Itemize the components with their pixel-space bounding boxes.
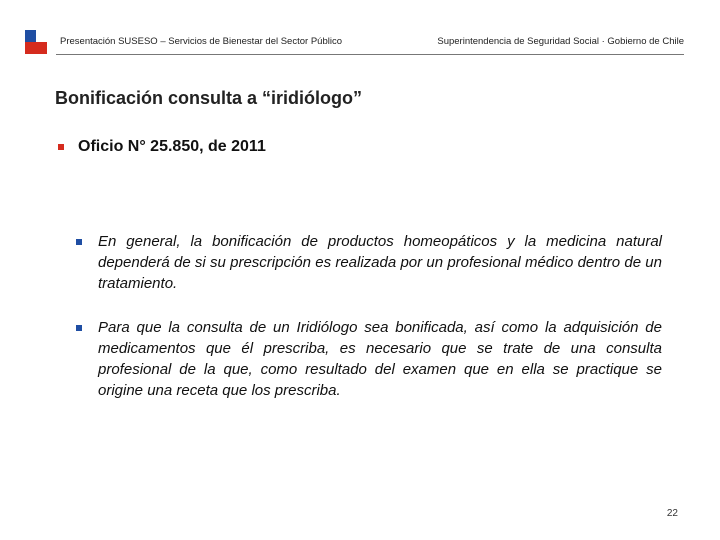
blue-square-bullet-icon [76,239,82,245]
flag-white-stripe [36,30,47,42]
paragraph-text: En general, la bonificación de productos homeopáticos y la medicina natural dependerá de si su prescripción es realizada por un profesional médico dentro de un tratamiento. [98,233,662,292]
slide-title: Bonificación consulta a “iridiólogo” [55,88,363,108]
paragraph-text: Para que la consulta de un Iridiólogo sea bonificada, así como la adquisición de medicamentos que él prescriba, es necesario que se trate de una consulta profesional de la que, como resultado del examen que en ella se practique se origine una receta que los prescriba. [98,319,662,399]
presentation-label: Presentación SUSESO – Servicios de Bienestar del Sector Público [60,36,342,47]
page-number: 22 [666,508,678,519]
header-divider [56,54,684,55]
paragraph-item [76,231,662,294]
blue-square-bullet-icon [76,325,82,331]
oficio-reference: Oficio N° 25.850, de 2011 [78,138,266,155]
slide-header [0,0,720,58]
organization-label: Superintendencia de Seguridad Social · Gobierno de Chile [437,36,684,47]
paragraph-item [76,317,662,401]
red-square-bullet-icon [58,144,64,150]
chile-flag-icon [25,30,47,54]
flag-red-stripe [25,42,47,54]
flag-blue-canton [25,30,36,42]
